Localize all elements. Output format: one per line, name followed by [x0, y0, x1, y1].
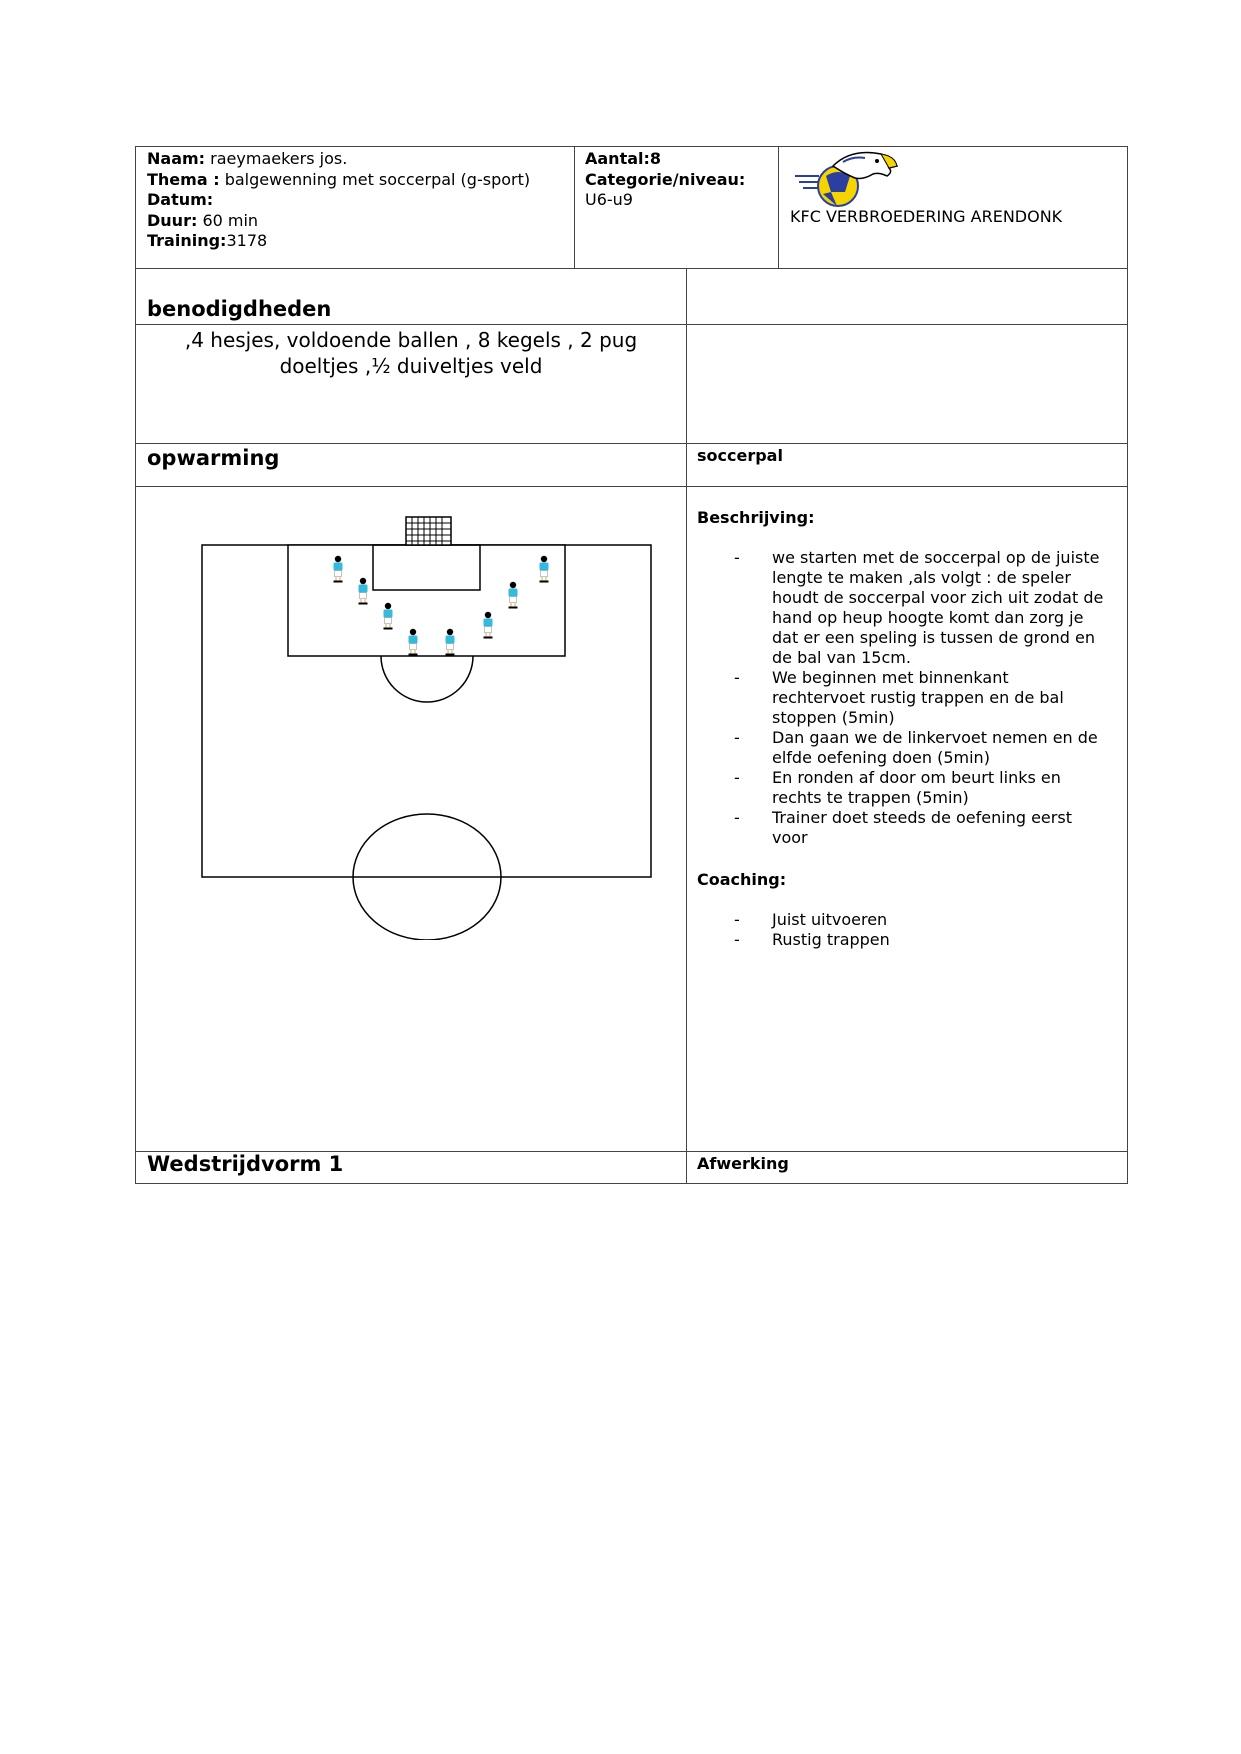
beschrijving-list — [734, 548, 1122, 848]
naam-value: raeymaekers jos. — [210, 149, 348, 168]
dash-mark: - — [734, 668, 740, 687]
list-item: - Rustig trappen — [734, 930, 890, 949]
categorie-label: Categorie/niveau: — [585, 169, 746, 189]
club-name: KFC VERBROEDERING ARENDONK — [790, 207, 1063, 226]
duur-label: Duur: — [147, 210, 198, 230]
wedstrijdvorm-title: Wedstrijdvorm 1 — [147, 1152, 344, 1176]
training-label: Training: — [147, 231, 227, 250]
naam-label: Naam: — [147, 149, 206, 168]
list-item: - Trainer doet steeds de oefening eerst voor — [734, 808, 1072, 847]
goal-net-icon — [406, 517, 451, 545]
benodigdheden-right-content-cell — [686, 324, 1128, 444]
list-item: - Juist uitvoeren — [734, 910, 888, 929]
header-info-block — [147, 149, 530, 252]
aantal-text: Aantal:8 — [585, 149, 662, 168]
opwarming-title: opwarming — [147, 446, 280, 470]
field-diagram — [195, 510, 665, 940]
eagle-football-logo — [793, 148, 903, 210]
benodigdheden-right-empty-cell — [686, 268, 1128, 325]
list-item: - En ronden af door om beurt links en rechts te trappen (5min) — [734, 768, 1061, 807]
benodigdheden-line-2: doeltjes ,½ duiveltjes veld — [279, 354, 543, 378]
dash-mark: - — [734, 930, 740, 949]
thema-label: Thema : — [147, 169, 220, 189]
dash-mark: - — [734, 808, 740, 827]
coaching-title: Coaching: — [697, 870, 787, 889]
afwerking-title: Afwerking — [697, 1154, 789, 1173]
penalty-arc — [381, 656, 473, 702]
beschrijving-title: Beschrijving: — [697, 508, 815, 527]
duur-value: 60 min — [202, 210, 259, 230]
list-item: - Dan gaan we de linkervoet nemen en de elfde oefening doen (5min) — [734, 728, 1098, 767]
list-item: - We beginnen met binnenkant rechtervoet rustig trappen en de bal stoppen (5min) — [734, 668, 1064, 727]
dash-mark: - — [734, 548, 740, 567]
dash-mark: - — [734, 768, 740, 787]
aantal-block — [585, 149, 745, 211]
categorie-value: U6-u9 — [585, 190, 633, 209]
benodigdheden-title: benodigdheden — [147, 297, 332, 321]
benodigdheden-text — [135, 327, 687, 379]
penalty-area — [288, 545, 565, 656]
dash-mark: - — [734, 728, 740, 747]
training-value: 3178 — [226, 231, 268, 250]
list-item: - we starten met de soccerpal op de juiste lengte te maken ,als volgt : de speler houdt de soccerpal voor zich uit zodat de hand op heup hoogte komt dan zorg je dat er een speling is tussen de grond en de bal van 15cm. — [734, 548, 1104, 667]
dash-mark: - — [734, 910, 740, 929]
soccerpal-title: soccerpal — [697, 446, 783, 465]
thema-value: balgewenning met soccerpal (g-sport) — [224, 169, 531, 189]
coaching-list — [734, 910, 1122, 950]
datum-label: Datum: — [147, 190, 214, 209]
benodigdheden-line-1: ,4 hesjes, voldoende ballen , 8 kegels , 2 pug — [184, 328, 638, 352]
